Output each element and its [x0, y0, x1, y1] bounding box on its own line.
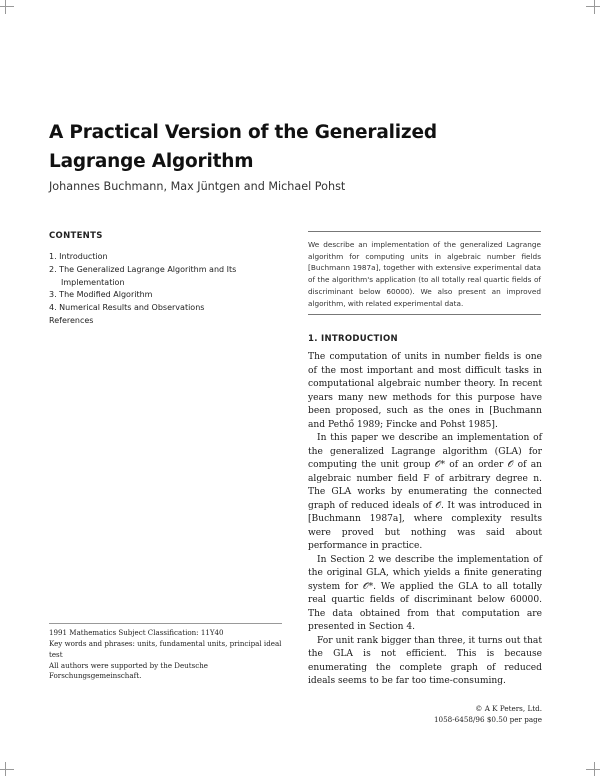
contents-item: 1. Introduction [49, 252, 108, 261]
crop-mark [0, 6, 14, 7]
crop-mark [586, 769, 600, 770]
crop-mark [5, 0, 6, 14]
abstract: We describe an implementation of the generalized Lagrange algorithm for computing units in algebraic number fields [Buchmann 1987a], together with extensive experimental data of the algorithm's application (to all totally real quartic fields of discriminant below 60000). We also present an improved algorithm, with related experimental data. [308, 231, 541, 315]
copyright-line: © A K Peters, Ltd. [475, 704, 542, 713]
contents-heading: CONTENTS [49, 231, 103, 241]
footnote: All authors were supported by the Deutsche Forschungsgemeinschaft. [49, 660, 208, 681]
contents-item: 2. The Generalized Lagrange Algorithm and Its [49, 264, 237, 274]
footnote: 1991 Mathematics Subject Classification: 11Y40 [49, 628, 224, 637]
contents-item: 4. Numerical Results and Observations [49, 303, 205, 313]
paragraph: In this paper we describe an implementation of the generalized Lagrange algorithm (GLA) for computing the unit group 𝒪* of an order 𝒪 of an algebraic number field F of arbitrary degree n. The GLA works by enumerating the connected graph of reduced ideals of 𝒪. It was introduced in [Buchmann 1987a], where complexity results were proved but nothing was said about performance in practice. [308, 433, 542, 551]
section-heading: 1. INTRODUCTION [308, 334, 398, 344]
paper-title: A Practical Version of the Generalized Lagrange Algorithm [49, 122, 437, 172]
section-body [308, 351, 542, 689]
footnote-divider [49, 623, 282, 624]
crop-mark [0, 769, 14, 770]
crop-mark [594, 0, 595, 14]
footnotes [49, 628, 285, 682]
contents-item: References [49, 315, 94, 325]
contents-item: Implementation [61, 277, 125, 287]
price-code: 1058-6458/96 $0.50 per page [433, 714, 542, 724]
paragraph: The computation of units in number fields is one of the most important and most difficult tasks in computational algebraic number theory. In recent years many new methods for this purpose have been proposed, such as the ones in [Buchmann and Pethő 1989; Fincke and Pohst 1985]. [308, 352, 542, 430]
footnote: Key words and phrases: units, fundamental units, principal ideal test [49, 639, 282, 659]
contents-item: 3. The Modified Algorithm [49, 290, 153, 300]
paragraph: For unit rank bigger than three, it turns out that the GLA is not efficient. This is because enumerating the complete graph of reduced ideals seems to be far too time-consuming. [308, 635, 542, 686]
publisher-info [430, 704, 542, 725]
table-of-contents [49, 231, 289, 328]
paragraph: In Section 2 we describe the implementation of the original GLA, which yields a finite generating system for 𝒪*. We applied the GLA to all totally real quartic fields of discriminant below 60000. The data obtained from that computation are presented in Section 4. [308, 554, 542, 632]
author-list: Johannes Buchmann, Max Jüntgen and Michael Pohst [49, 180, 346, 193]
crop-mark [586, 6, 600, 7]
